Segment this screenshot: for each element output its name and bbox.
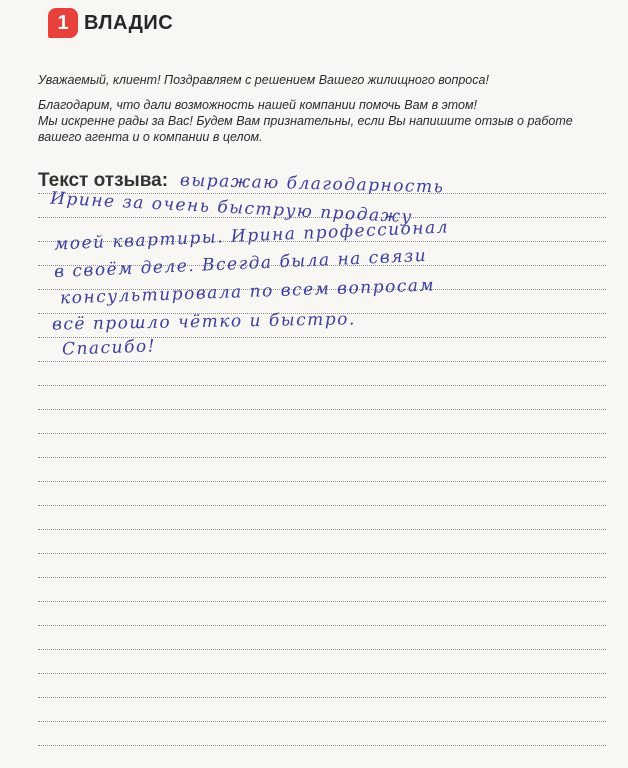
handwritten-line: консультировала по всем вопросам [59,275,436,309]
rule-line [38,649,606,650]
rule-line [38,481,606,482]
handwritten-line: всё прошло чётко и быстро. [51,309,356,335]
rule-line [38,721,606,722]
handwritten-line: в своём деле. Всегда была на связи [53,245,428,283]
handwritten-line: выражаю благодарность [179,170,445,198]
rule-line [38,697,606,698]
rule-line [38,433,606,434]
logo-badge: 1 [48,8,78,38]
rule-line [38,385,606,386]
rule-line [38,601,606,602]
greeting-text: Уважаемый, клиент! Поздравляем с решением Вашего жилищного вопроса! [38,73,489,87]
rule-line [38,361,606,362]
handwritten-line: Спасибо! [61,336,157,360]
thanks-text: Благодарим, что дали возможность нашей компании помочь Вам в этом! [38,98,478,112]
request-text: Мы искренне рады за Вас! Будем Вам признательны, если Вы напишите отзыв о работе вашего агента и о компании в целом. [38,114,573,144]
rule-line [38,673,606,674]
rule-line [38,577,606,578]
handwritten-line: Ирине за очень быструю продажу [49,188,414,228]
ruled-lines [38,0,606,768]
rule-line [38,553,606,554]
rule-line [38,529,606,530]
rule-line [38,625,606,626]
handwritten-line: моей квартиры. Ирина профессионал [53,217,450,255]
logo-name: ВЛАДИС [84,11,174,34]
rule-line [38,745,606,746]
rule-line [38,505,606,506]
rule-line [38,409,606,410]
review-label: Текст отзыва: [38,170,169,191]
rule-line [38,457,606,458]
